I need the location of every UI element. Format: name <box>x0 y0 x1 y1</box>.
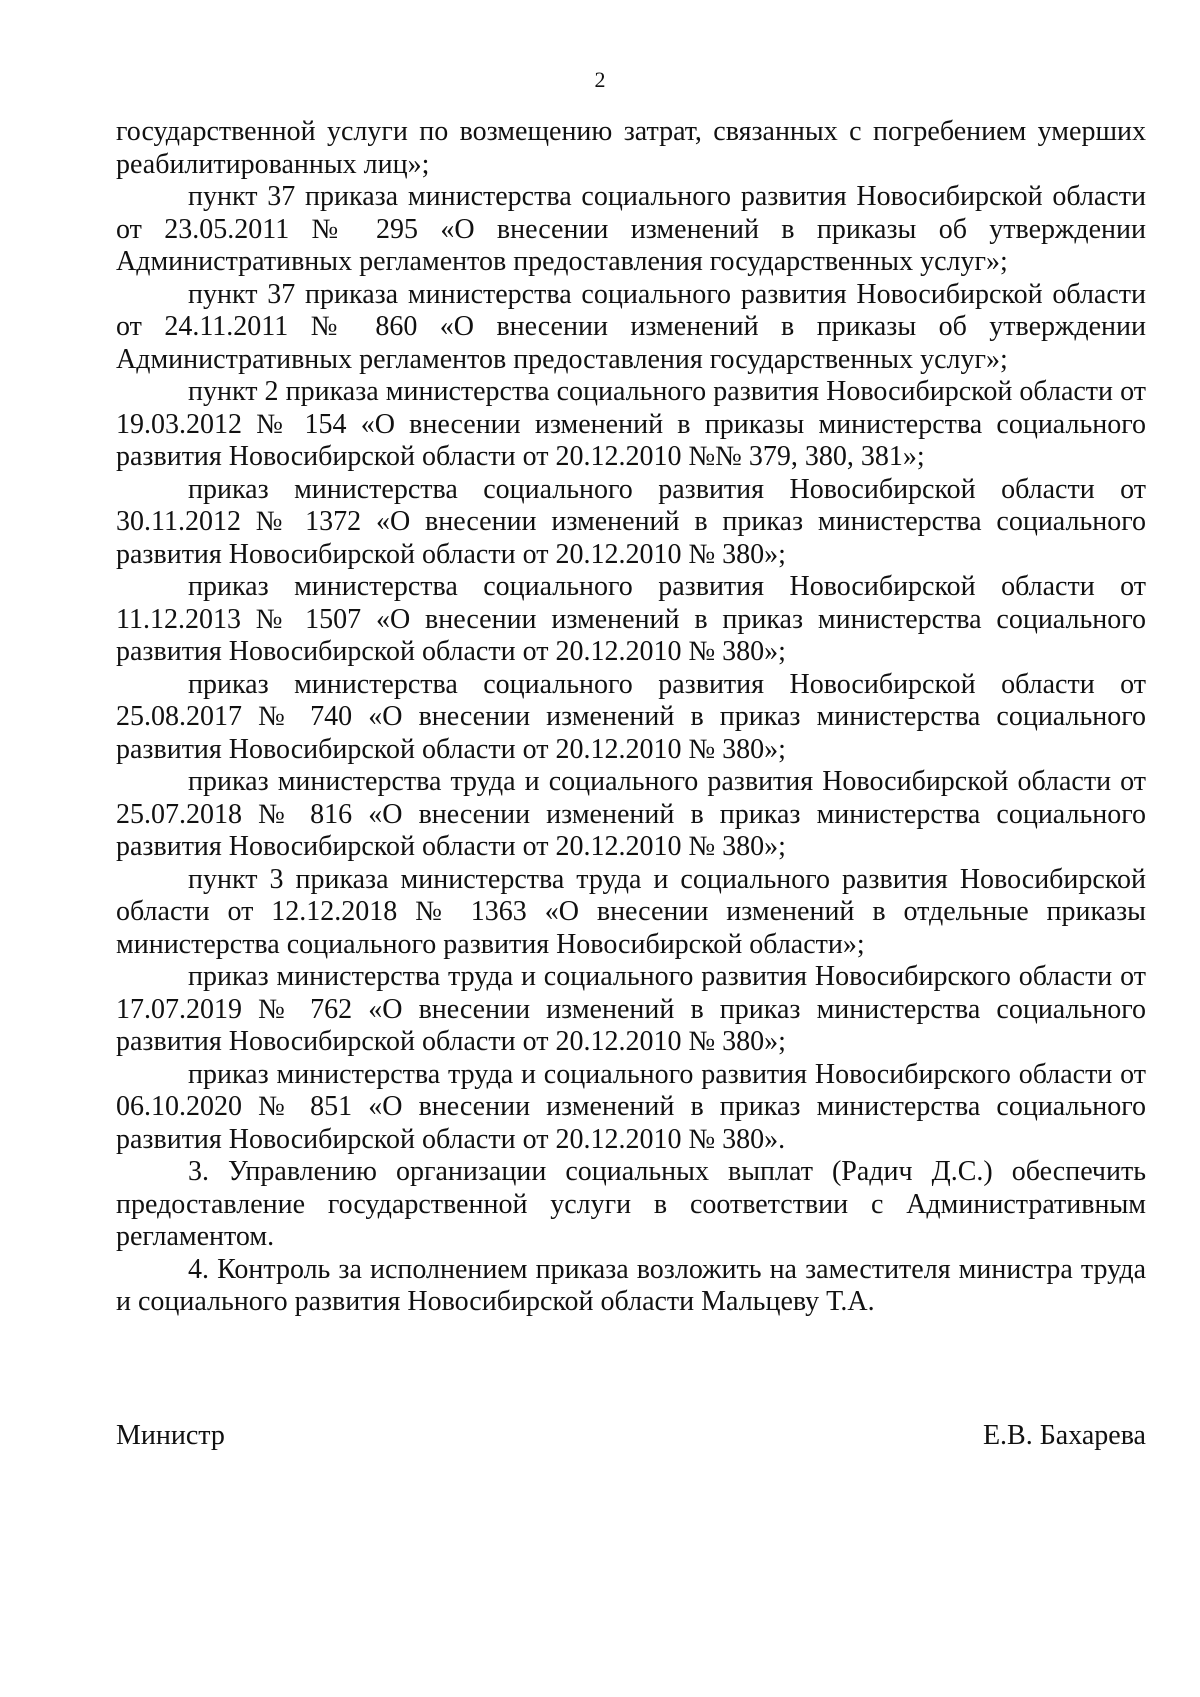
paragraph-item: приказ министерства социального развития Новосибирской области от 25.08.2017 № 740 «О внесении изменений в приказ министерства социального развития Новосибирской области от 20.12.2010 № 380»; <box>116 668 1146 765</box>
page-number: 2 <box>594 67 606 92</box>
paragraph-item: приказ министерства труда и социального развития Новосибирского области от 06.10.2020 № 851 «О внесении изменений в приказ министерства социального развития Новосибирской области от 20.12.2010 № 380». <box>116 1058 1146 1155</box>
paragraph-clause-3: 3. Управлению организации социальных выплат (Радич Д.С.) обеспечить предоставление государственной услуги в соответствии с Административным регламентом. <box>116 1156 1146 1252</box>
paragraph-item: приказ министерства труда и социального развития Новосибирской области от 25.07.2018 № 816 «О внесении изменений в приказ министерства социального развития Новосибирской области от 20.12.2010 № 380»; <box>116 766 1146 862</box>
paragraph-item: пункт 3 приказа министерства труда и социального развития Новосибирской области от 12.12.2018 № 1363 «О внесении изменений в отдельные приказы министерства социального развития Новосибирской области»; <box>116 863 1146 960</box>
paragraph-clause-4: 4. Контроль за исполнением приказа возложить на заместителя министра труда и социального развития Новосибирской области Мальцеву Т.А. <box>116 1253 1146 1317</box>
paragraph-item: приказ министерства социального развития Новосибирской области от 30.11.2012 № 1372 «О внесении изменений в приказ министерства социального развития Новосибирской области от 20.12.2010 № 380»; <box>116 473 1146 570</box>
paragraph-item: приказ министерства социального развития Новосибирской области от 11.12.2013 № 1507 «О внесении изменений в приказ министерства социального развития Новосибирской области от 20.12.2010 № 380»; <box>116 571 1146 667</box>
signature-block <box>116 1420 1146 1460</box>
paragraph-item: приказ министерства труда и социального развития Новосибирского области от 17.07.2019 № 762 «О внесении изменений в приказ министерства социального развития Новосибирской области от 20.12.2010 № 380»; <box>116 961 1146 1057</box>
paragraph-item: пункт 37 приказа министерства социального развития Новосибирской области от 23.05.2011 № 295 «О внесении изменений в приказы об утверждении Административных регламентов предоставления государственных услуг»; <box>116 181 1146 277</box>
document-body <box>116 116 1146 1319</box>
signatory-title: Министр <box>116 1420 225 1451</box>
paragraph-item: пункт 37 приказа министерства социального развития Новосибирской области от 24.11.2011 № 860 «О внесении изменений в приказы об утверждении Административных регламентов предоставления государственных услуг»; <box>116 278 1146 375</box>
paragraph-continuation: государственной услуги по возмещению затрат, связанных с погребением умерших реабилитированных лиц»; <box>116 116 1146 180</box>
signatory-name: Е.В. Бахарева <box>982 1420 1146 1451</box>
paragraph-item: пункт 2 приказа министерства социального развития Новосибирской области от 19.03.2012 № 154 «О внесении изменений в приказы министерства социального развития Новосибирской области от 20.12.2010 №№ 379, 380, 381»; <box>116 376 1146 472</box>
